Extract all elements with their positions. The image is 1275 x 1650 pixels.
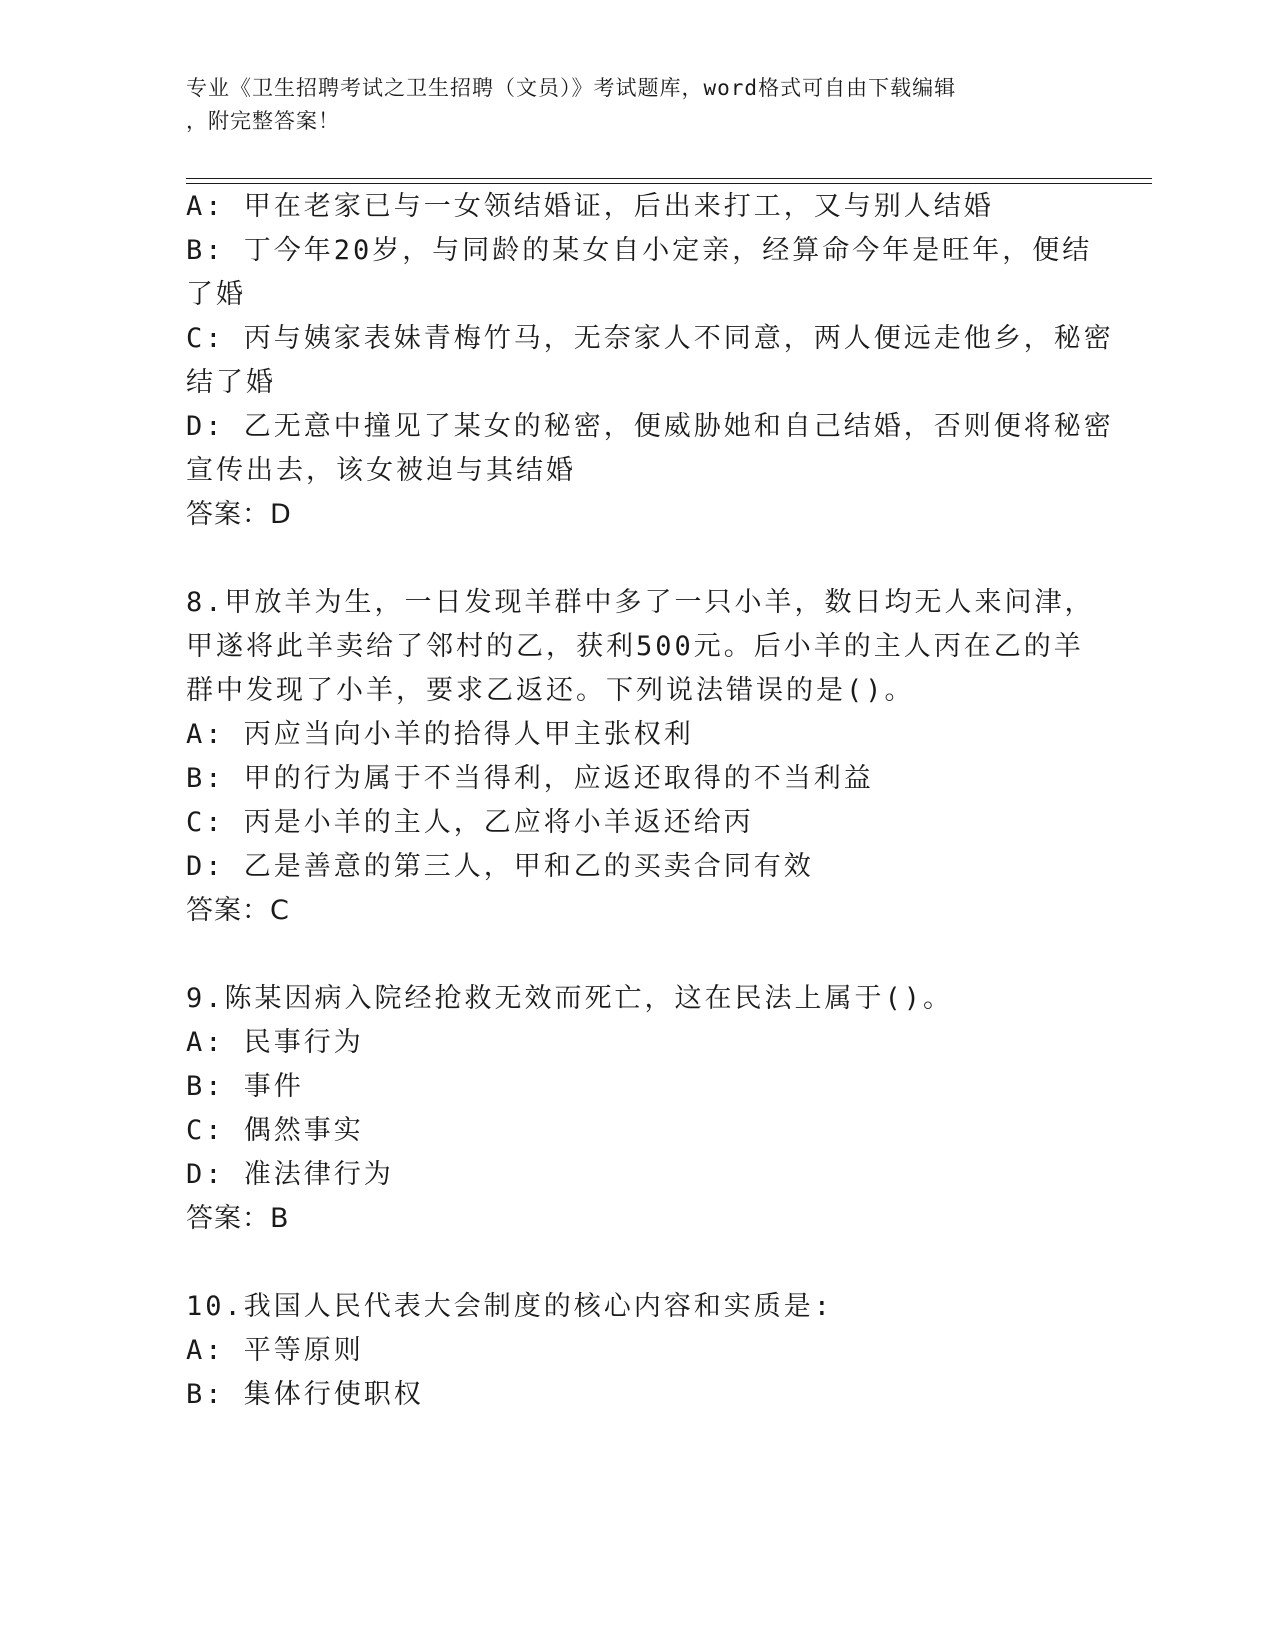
q9-stem: 9.陈某因病入院经抢救无效而死亡，这在民法上属于()。 [186,983,954,1014]
q7-option-c: C: 丙与姨家表妹青梅竹马，无奈家人不同意，两人便远走他乡，秘密 [186,323,1114,354]
q9-option-b: B: 事件 [186,1071,304,1102]
q8-option-d: D: 乙是善意的第三人，甲和乙的买卖合同有效 [186,851,814,882]
q9-answer: 答案：B [186,1203,290,1234]
q8-answer: 答案：C [186,895,290,926]
header-divider-top [186,178,1152,179]
q9-option-c: C: 偶然事实 [186,1115,364,1146]
q8-option-b: B: 甲的行为属于不当得利，应返还取得的不当利益 [186,763,874,794]
q7-option-d: D: 乙无意中撞见了某女的秘密，便威胁她和自己结婚，否则便将秘密 [186,411,1114,442]
q9-option-d: D: 准法律行为 [186,1159,394,1190]
q10-option-b: B: 集体行使职权 [186,1379,424,1410]
q8-stem-3: 群中发现了小羊，要求乙返还。下列说法错误的是()。 [186,675,915,706]
q7-option-d-cont: 宣传出去，该女被迫与其结婚 [186,455,576,486]
header-line-2: ，附完整答案！ [186,109,340,133]
q8-stem-2: 甲遂将此羊卖给了邻村的乙，获利500元。后小羊的主人丙在乙的羊 [186,631,1084,662]
q9-option-a: A: 民事行为 [186,1027,364,1058]
q7-option-b: B: 丁今年20岁，与同龄的某女自小定亲，经算命今年是旺年，便结 [186,235,1093,266]
q10-option-a: A: 平等原则 [186,1335,364,1366]
document-header [186,72,1066,138]
header-line-1: 专业《卫生招聘考试之卫生招聘（文员）》考试题库，word格式可自由下载编辑 [186,76,957,100]
q8-stem-1: 8.甲放羊为生，一日发现羊群中多了一只小羊，数日均无人来问津， [186,587,1095,618]
q7-answer: 答案：D [186,499,292,530]
q8-option-a: A: 丙应当向小羊的拾得人甲主张权利 [186,719,694,750]
q7-option-c-cont: 结了婚 [186,367,276,398]
q7-option-b-cont: 了婚 [186,279,246,310]
q7-option-a: A: 甲在老家已与一女领结婚证，后出来打工，又与别人结婚 [186,191,994,222]
q10-stem: 10.我国人民代表大会制度的核心内容和实质是: [186,1291,834,1322]
q8-option-c: C: 丙是小羊的主人，乙应将小羊返还给丙 [186,807,754,838]
header-divider-bottom [186,183,1152,184]
